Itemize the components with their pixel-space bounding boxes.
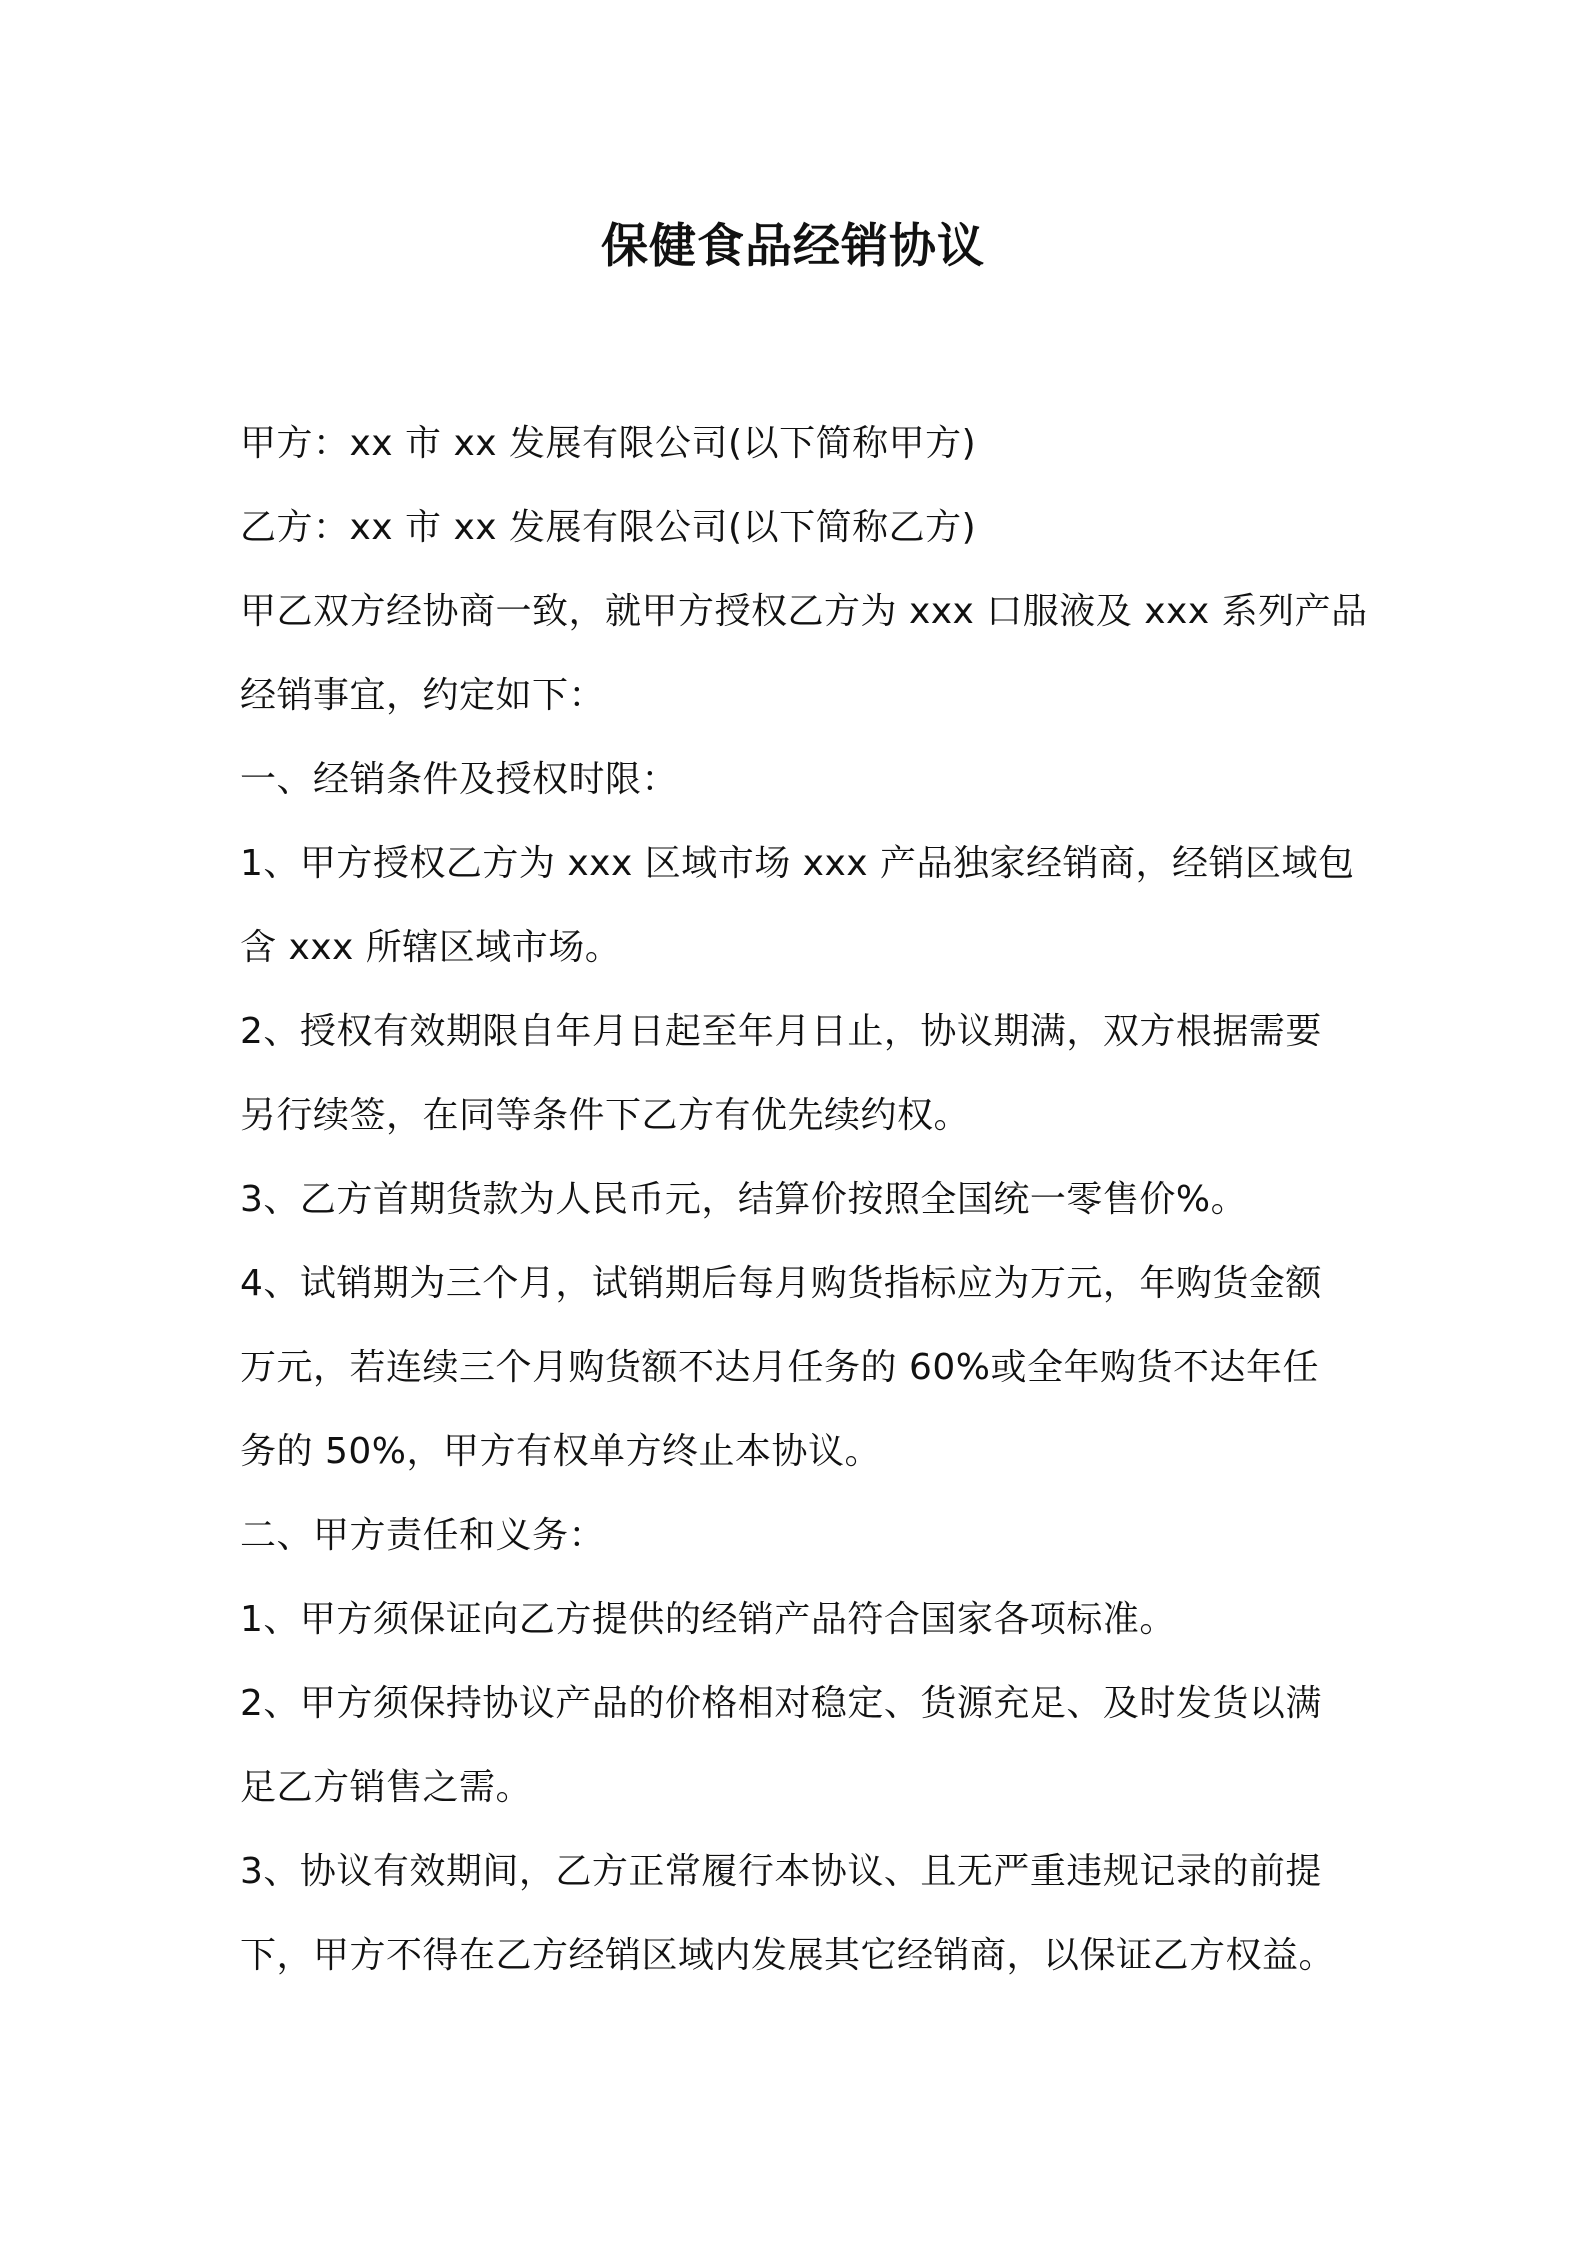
clause-line: 1、甲方须保证向乙方提供的经销产品符合国家各项标准。 bbox=[240, 1599, 1176, 1640]
clause-line: 务的 50%，甲方有权单方终止本协议。 bbox=[240, 1431, 881, 1472]
clause-line: 4、试销期为三个月，试销期后每月购货指标应为万元，年购货金额 bbox=[240, 1263, 1322, 1304]
clause-line: 足乙方销售之需。 bbox=[240, 1767, 533, 1808]
clause-line: 2、授权有效期限自年月日起至年月日止，协议期满，双方根据需要 bbox=[240, 1011, 1322, 1052]
clause-line: 1、甲方授权乙方为 xxx 区域市场 xxx 产品独家经销商，经销区域包 bbox=[240, 843, 1355, 884]
clause-line: 万元，若连续三个月购货额不达月任务的 60%或全年购货不达年任 bbox=[240, 1347, 1319, 1388]
section-heading: 一、经销条件及授权时限： bbox=[240, 759, 679, 800]
preamble-line: 甲乙双方经协商一致，就甲方授权乙方为 xxx 口服液及 xxx 系列产品 bbox=[240, 591, 1368, 632]
clause-line: 含 xxx 所辖区域市场。 bbox=[240, 927, 622, 968]
party-a-line: 甲方：xx 市 xx 发展有限公司(以下简称甲方) bbox=[240, 423, 977, 464]
clause-line: 下，甲方不得在乙方经销区域内发展其它经销商，以保证乙方权益。 bbox=[240, 1935, 1336, 1976]
clause-line: 3、协议有效期间，乙方正常履行本协议、且无严重违规记录的前提 bbox=[240, 1851, 1322, 1892]
clause-line: 2、甲方须保持协议产品的价格相对稳定、货源充足、及时发货以满 bbox=[240, 1683, 1322, 1724]
clause-line: 另行续签，在同等条件下乙方有优先续约权。 bbox=[240, 1095, 971, 1136]
clause-line: 3、乙方首期货款为人民币元，结算价按照全国统一零售价%。 bbox=[240, 1179, 1248, 1220]
party-b-line: 乙方：xx 市 xx 发展有限公司(以下简称乙方) bbox=[240, 507, 977, 548]
document-body bbox=[240, 402, 1368, 1998]
document-title: 保健食品经销协议 bbox=[601, 219, 985, 274]
preamble-line: 经销事宜，约定如下： bbox=[240, 675, 606, 716]
section-heading: 二、甲方责任和义务： bbox=[240, 1515, 606, 1556]
